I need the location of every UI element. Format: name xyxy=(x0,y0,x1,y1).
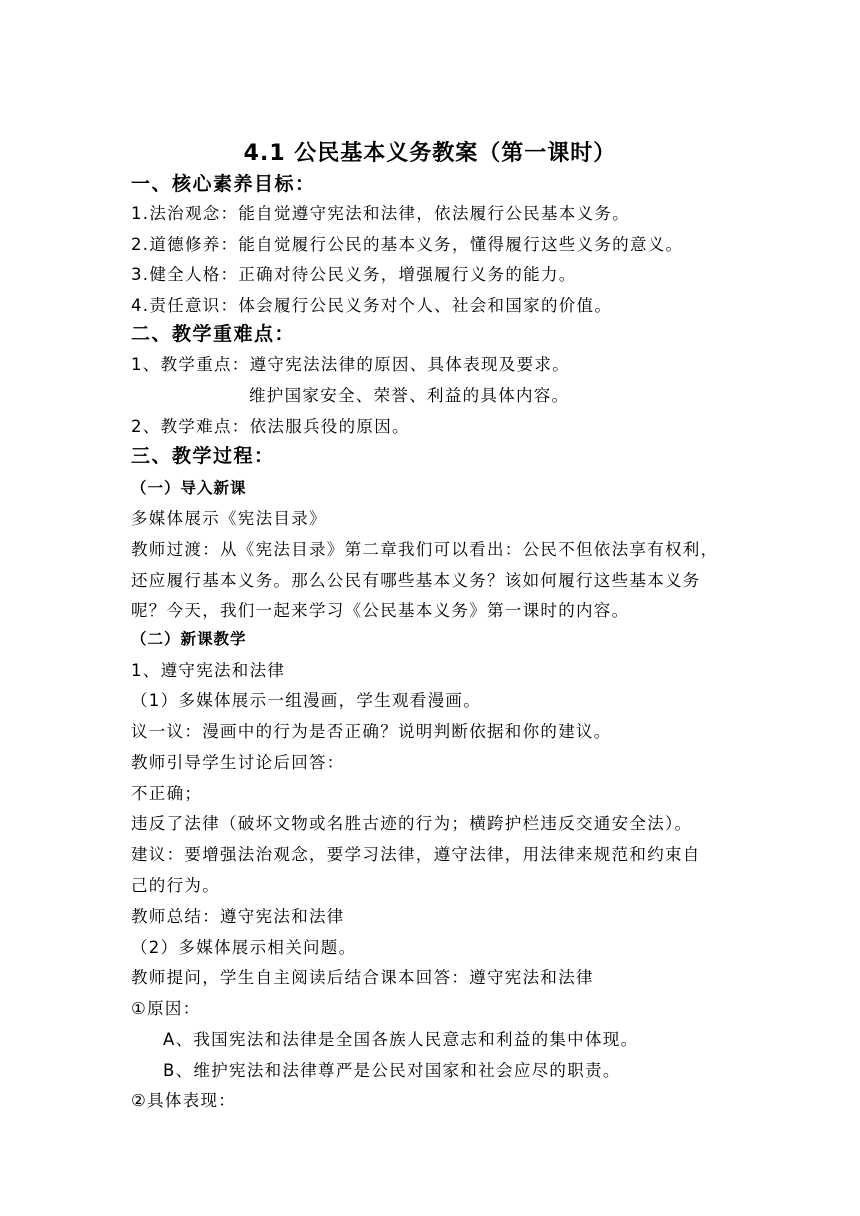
paragraph-line: 呢？今天，我们一起来学习《公民基本义务》第一课时的内容。 xyxy=(131,601,630,620)
document-title: 4.1 公民基本义务教案（第一课时） xyxy=(243,141,617,166)
paragraph-line: A、我国宪法和法律是全国各族人民意志和利益的集中体现。 xyxy=(163,1030,639,1049)
keypoint-item: 维护国家安全、荣誉、利益的具体内容。 xyxy=(249,386,570,405)
goal-item: 3.健全人格：正确对待公民义务，增强履行义务的能力。 xyxy=(131,265,577,284)
section-heading-goals: 一、核心素养目标： xyxy=(131,173,316,195)
subsection-heading-intro: （一）导入新课 xyxy=(131,479,247,497)
section-heading-keypoints: 二、教学重难点： xyxy=(131,323,296,345)
paragraph-line: 教师总结：遵守宪法和法律 xyxy=(131,907,345,926)
paragraph-line: 教师提问，学生自主阅读后结合课本回答：遵守宪法和法律 xyxy=(131,968,594,987)
paragraph-line: 不正确； xyxy=(131,784,203,803)
paragraph-line: （2）多媒体展示相关问题。 xyxy=(131,938,357,957)
paragraph-line: 己的行为。 xyxy=(131,876,220,895)
paragraph-line: B、维护宪法和法律尊严是公民对国家和社会应尽的职责。 xyxy=(163,1061,621,1080)
paragraph-line: 还应履行基本义务。那么公民有哪些基本义务？该如何履行这些基本义务 xyxy=(131,571,701,590)
paragraph-line: 建议：要增强法治观念，要学习法律，遵守法律，用法律来规范和约束自 xyxy=(131,845,701,864)
keypoint-item: 2、教学难点：依法服兵役的原因。 xyxy=(131,417,410,436)
paragraph-line: ②具体表现： xyxy=(131,1091,237,1110)
paragraph-line: 议一议：漫画中的行为是否正确？说明判断依据和你的建议。 xyxy=(131,722,612,741)
paragraph-line: 违反了法律（破坏文物或名胜古迹的行为；横跨护栏违反交通安全法）。 xyxy=(131,814,693,833)
paragraph-line: 多媒体展示《宪法目录》 xyxy=(131,509,327,528)
goal-item: 4.责任意识：体会履行公民义务对个人、社会和国家的价值。 xyxy=(131,296,613,315)
keypoint-item: 1、教学重点：遵守宪法法律的原因、具体表现及要求。 xyxy=(131,355,570,374)
paragraph-line: 教师过渡：从《宪法目录》第二章我们可以看出：公民不但依法享有权利， xyxy=(131,540,719,559)
paragraph-line: （1）多媒体展示一组漫画，学生观看漫画。 xyxy=(131,691,481,710)
paragraph-line: ①原因： xyxy=(131,999,201,1018)
goal-item: 1.法治观念：能自觉遵守宪法和法律，依法履行公民基本义务。 xyxy=(131,204,630,223)
paragraph-line: 1、遵守宪法和法律 xyxy=(131,661,286,680)
section-heading-process: 三、教学过程： xyxy=(131,445,275,467)
goal-item: 2.道德修养：能自觉履行公民的基本义务，懂得履行这些义务的意义。 xyxy=(131,235,684,254)
paragraph-line: 教师引导学生讨论后回答： xyxy=(131,753,345,772)
subsection-heading-new-lesson: （二）新课教学 xyxy=(131,630,247,648)
